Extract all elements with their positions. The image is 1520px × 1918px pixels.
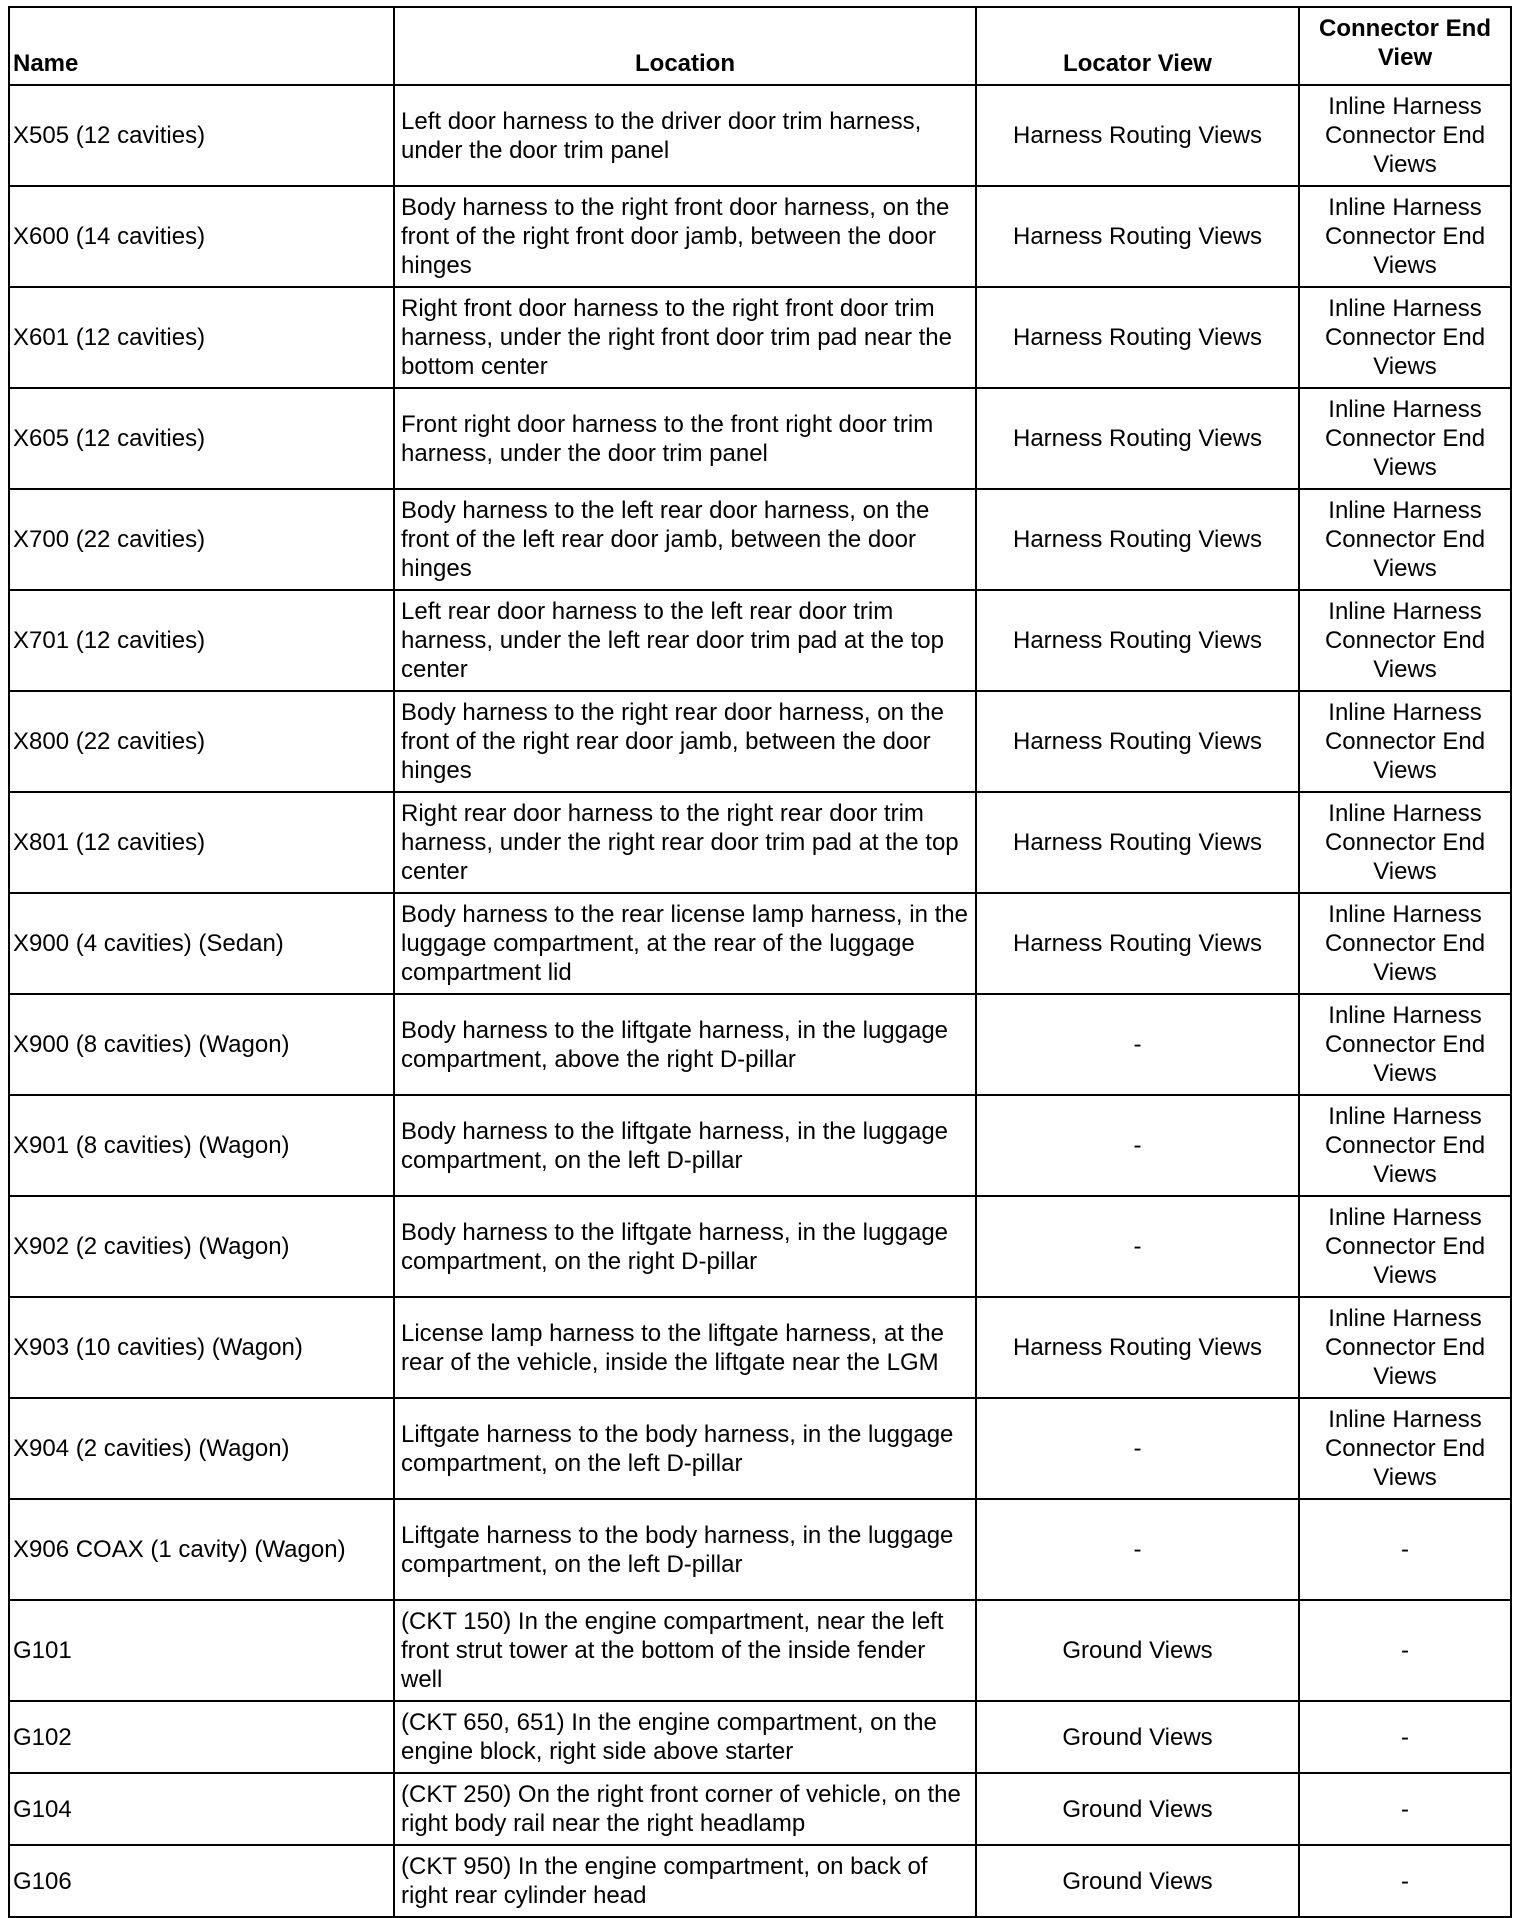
cell-locator-view[interactable]: Harness Routing Views xyxy=(976,287,1299,388)
cell-locator-view[interactable]: Ground Views xyxy=(976,1600,1299,1701)
cell-location: (CKT 150) In the engine compartment, near the left front strut tower at the bottom of the inside fender well xyxy=(394,1600,976,1701)
cell-name: X601 (12 cavities) xyxy=(9,287,394,388)
cell-connector-end-view: - xyxy=(1299,1600,1511,1701)
header-name: Name xyxy=(9,7,394,85)
table-row xyxy=(9,388,1511,489)
cell-location: (CKT 250) On the right front corner of vehicle, on the right body rail near the right headlamp xyxy=(394,1773,976,1845)
table-row xyxy=(9,1701,1511,1773)
cell-connector-end-view[interactable]: Inline Harness Connector End Views xyxy=(1299,1095,1511,1196)
cell-locator-view: - xyxy=(976,1398,1299,1499)
cell-location: (CKT 950) In the engine compartment, on back of right rear cylinder head xyxy=(394,1845,976,1917)
cell-location: Body harness to the liftgate harness, in the luggage compartment, on the left D-pillar xyxy=(394,1095,976,1196)
cell-location: Body harness to the right front door harness, on the front of the right front door jamb, between the door hinges xyxy=(394,186,976,287)
cell-locator-view[interactable]: Harness Routing Views xyxy=(976,186,1299,287)
cell-locator-view: - xyxy=(976,994,1299,1095)
cell-connector-end-view[interactable]: Inline Harness Connector End Views xyxy=(1299,489,1511,590)
table-row xyxy=(9,489,1511,590)
cell-name: X800 (22 cavities) xyxy=(9,691,394,792)
cell-connector-end-view: - xyxy=(1299,1773,1511,1845)
cell-locator-view[interactable]: Ground Views xyxy=(976,1701,1299,1773)
cell-connector-end-view[interactable]: Inline Harness Connector End Views xyxy=(1299,1196,1511,1297)
cell-name: G106 xyxy=(9,1845,394,1917)
cell-locator-view[interactable]: Harness Routing Views xyxy=(976,388,1299,489)
table-row xyxy=(9,1095,1511,1196)
table-row xyxy=(9,994,1511,1095)
cell-location: Front right door harness to the front right door trim harness, under the door trim panel xyxy=(394,388,976,489)
cell-location: Body harness to the left rear door harness, on the front of the left rear door jamb, between the door hinges xyxy=(394,489,976,590)
header-location: Location xyxy=(394,7,976,85)
cell-locator-view[interactable]: Ground Views xyxy=(976,1773,1299,1845)
cell-name: G101 xyxy=(9,1600,394,1701)
cell-name: X701 (12 cavities) xyxy=(9,590,394,691)
cell-name: X904 (2 cavities) (Wagon) xyxy=(9,1398,394,1499)
cell-location: Right rear door harness to the right rear door trim harness, under the right rear door trim pad at the top center xyxy=(394,792,976,893)
cell-location: Body harness to the right rear door harness, on the front of the right rear door jamb, between the door hinges xyxy=(394,691,976,792)
cell-locator-view[interactable]: Harness Routing Views xyxy=(976,792,1299,893)
cell-locator-view[interactable]: Harness Routing Views xyxy=(976,893,1299,994)
cell-locator-view[interactable]: Harness Routing Views xyxy=(976,1297,1299,1398)
table-row xyxy=(9,590,1511,691)
cell-connector-end-view[interactable]: Inline Harness Connector End Views xyxy=(1299,893,1511,994)
connector-table-sheet xyxy=(8,6,1510,1918)
connector-location-table xyxy=(8,6,1512,1918)
cell-name: X901 (8 cavities) (Wagon) xyxy=(9,1095,394,1196)
cell-location: License lamp harness to the liftgate harness, at the rear of the vehicle, inside the liftgate near the LGM xyxy=(394,1297,976,1398)
cell-locator-view: - xyxy=(976,1499,1299,1600)
cell-connector-end-view[interactable]: Inline Harness Connector End Views xyxy=(1299,287,1511,388)
table-row xyxy=(9,1499,1511,1600)
cell-name: X600 (14 cavities) xyxy=(9,186,394,287)
cell-connector-end-view: - xyxy=(1299,1701,1511,1773)
cell-locator-view[interactable]: Harness Routing Views xyxy=(976,590,1299,691)
cell-name: G102 xyxy=(9,1701,394,1773)
table-body xyxy=(9,85,1511,1917)
cell-locator-view[interactable]: Harness Routing Views xyxy=(976,691,1299,792)
cell-location: (CKT 650, 651) In the engine compartment, on the engine block, right side above starter xyxy=(394,1701,976,1773)
cell-locator-view[interactable]: Harness Routing Views xyxy=(976,489,1299,590)
table-row xyxy=(9,287,1511,388)
cell-name: X903 (10 cavities) (Wagon) xyxy=(9,1297,394,1398)
cell-location: Body harness to the liftgate harness, in the luggage compartment, on the right D-pillar xyxy=(394,1196,976,1297)
table-row xyxy=(9,1398,1511,1499)
cell-connector-end-view: - xyxy=(1299,1845,1511,1917)
cell-connector-end-view[interactable]: Inline Harness Connector End Views xyxy=(1299,1297,1511,1398)
cell-location: Right front door harness to the right front door trim harness, under the right front door trim pad near the bottom center xyxy=(394,287,976,388)
cell-location: Left rear door harness to the left rear door trim harness, under the left rear door trim pad at the top center xyxy=(394,590,976,691)
header-row xyxy=(9,7,1511,85)
cell-name: X505 (12 cavities) xyxy=(9,85,394,186)
cell-locator-view[interactable]: Harness Routing Views xyxy=(976,85,1299,186)
table-row xyxy=(9,1773,1511,1845)
cell-connector-end-view[interactable]: Inline Harness Connector End Views xyxy=(1299,186,1511,287)
header-locator-view: Locator View xyxy=(976,7,1299,85)
cell-name: X902 (2 cavities) (Wagon) xyxy=(9,1196,394,1297)
cell-connector-end-view[interactable]: Inline Harness Connector End Views xyxy=(1299,388,1511,489)
cell-connector-end-view[interactable]: Inline Harness Connector End Views xyxy=(1299,792,1511,893)
cell-connector-end-view[interactable]: Inline Harness Connector End Views xyxy=(1299,590,1511,691)
table-row xyxy=(9,893,1511,994)
cell-name: X900 (4 cavities) (Sedan) xyxy=(9,893,394,994)
table-row xyxy=(9,691,1511,792)
cell-locator-view: - xyxy=(976,1095,1299,1196)
table-row xyxy=(9,186,1511,287)
cell-connector-end-view[interactable]: Inline Harness Connector End Views xyxy=(1299,691,1511,792)
cell-name: X801 (12 cavities) xyxy=(9,792,394,893)
cell-name: X900 (8 cavities) (Wagon) xyxy=(9,994,394,1095)
cell-name: X700 (22 cavities) xyxy=(9,489,394,590)
cell-name: G104 xyxy=(9,1773,394,1845)
header-connector-end-view: Connector End View xyxy=(1299,7,1511,85)
cell-connector-end-view[interactable]: Inline Harness Connector End Views xyxy=(1299,1398,1511,1499)
cell-location: Liftgate harness to the body harness, in the luggage compartment, on the left D-pillar xyxy=(394,1499,976,1600)
cell-location: Body harness to the liftgate harness, in the luggage compartment, above the right D-pillar xyxy=(394,994,976,1095)
table-row xyxy=(9,1600,1511,1701)
table-row xyxy=(9,85,1511,186)
cell-location: Liftgate harness to the body harness, in the luggage compartment, on the left D-pillar xyxy=(394,1398,976,1499)
cell-locator-view[interactable]: Ground Views xyxy=(976,1845,1299,1917)
cell-location: Left door harness to the driver door trim harness, under the door trim panel xyxy=(394,85,976,186)
table-row xyxy=(9,1845,1511,1917)
cell-name: X605 (12 cavities) xyxy=(9,388,394,489)
cell-location: Body harness to the rear license lamp harness, in the luggage compartment, at the rear of the luggage compartment lid xyxy=(394,893,976,994)
cell-connector-end-view: - xyxy=(1299,1499,1511,1600)
cell-locator-view: - xyxy=(976,1196,1299,1297)
cell-name: X906 COAX (1 cavity) (Wagon) xyxy=(9,1499,394,1600)
table-row xyxy=(9,792,1511,893)
table-row xyxy=(9,1297,1511,1398)
cell-connector-end-view[interactable]: Inline Harness Connector End Views xyxy=(1299,994,1511,1095)
table-row xyxy=(9,1196,1511,1297)
cell-connector-end-view[interactable]: Inline Harness Connector End Views xyxy=(1299,85,1511,186)
table-header xyxy=(9,7,1511,85)
